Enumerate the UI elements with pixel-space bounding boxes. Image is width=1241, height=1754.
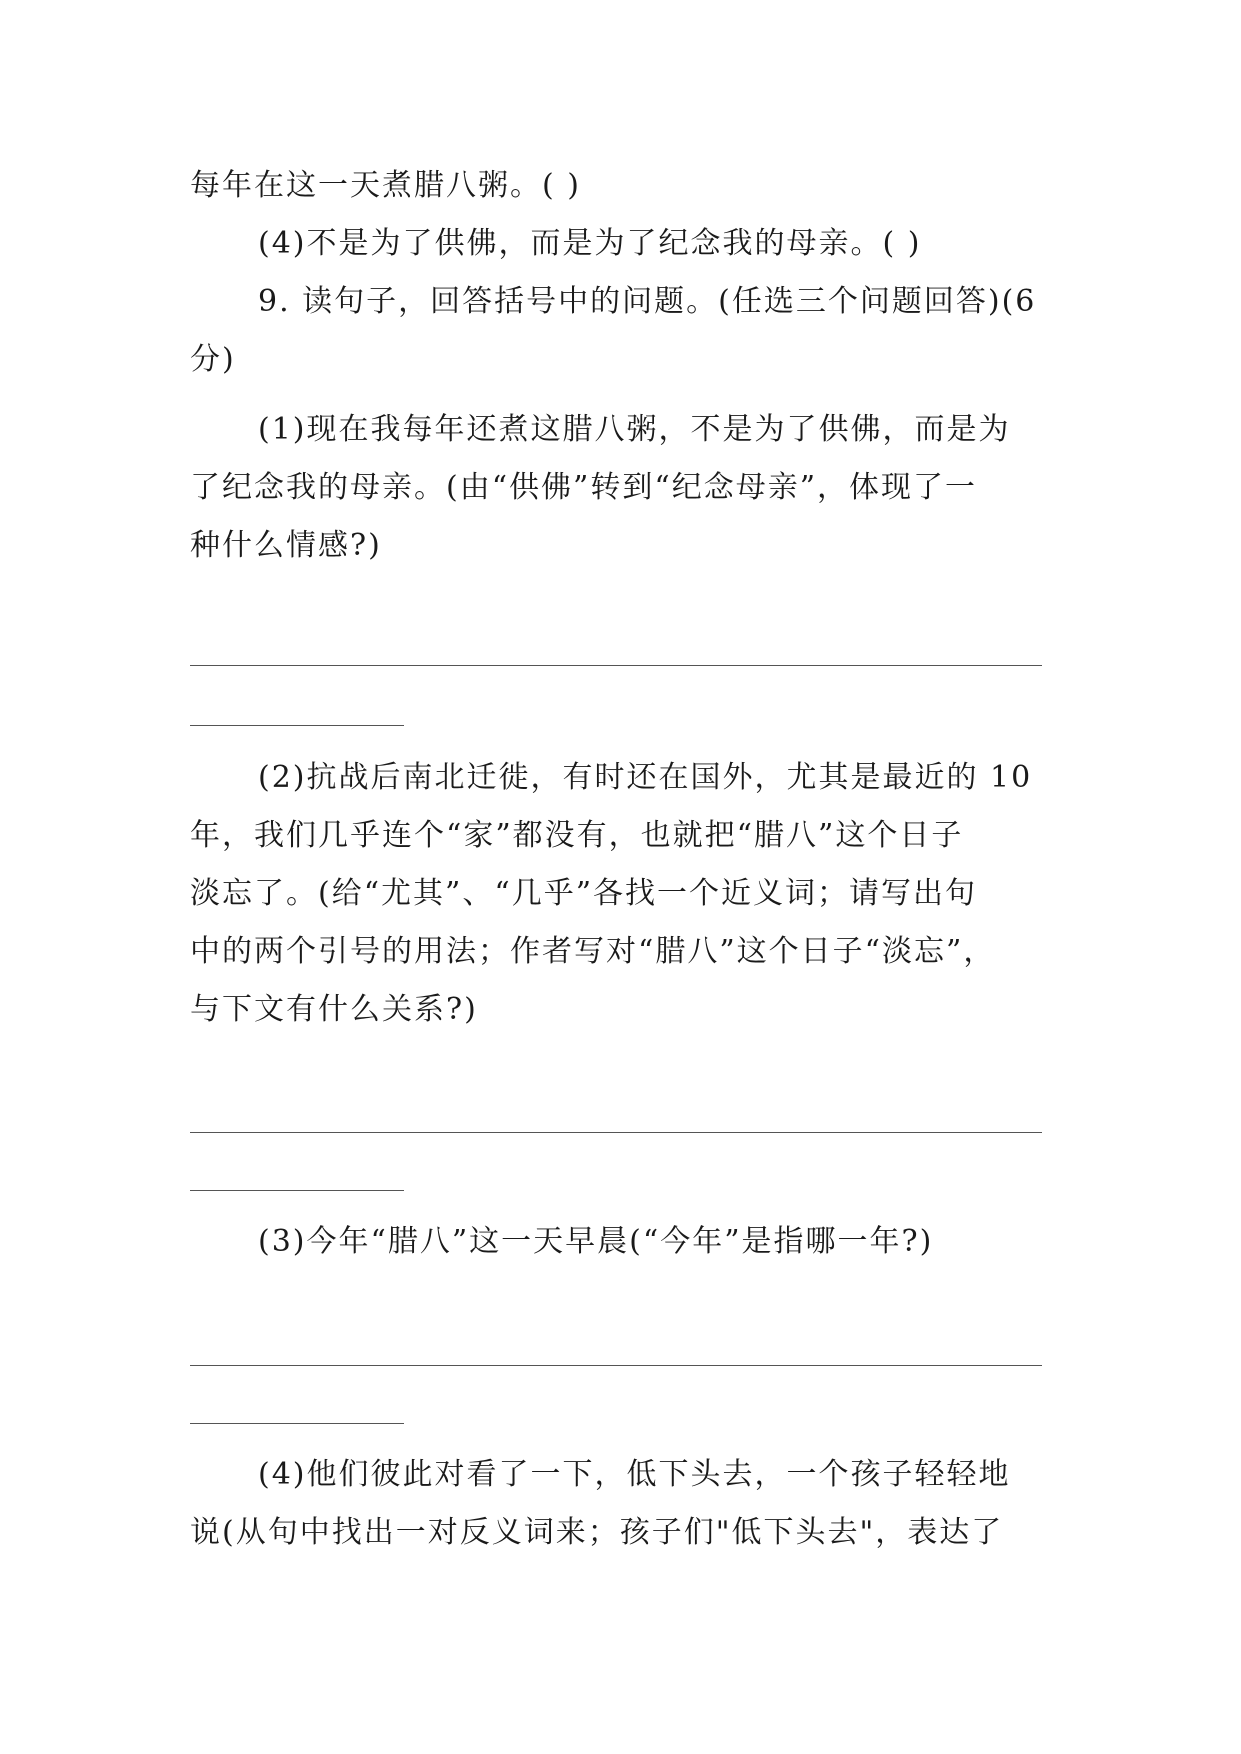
- text-line: 种什么情感?): [190, 528, 382, 563]
- text-line: 分): [190, 342, 236, 377]
- text-line: 年，我们几乎连个“家”都没有，也就把“腊八”这个日子: [190, 818, 964, 853]
- answer-line: [190, 1365, 1042, 1366]
- answer-line: [190, 1190, 404, 1191]
- answer-line: [190, 1132, 1042, 1133]
- question-9-item-1: (1)现在我每年还煮这腊八粥，不是为了供佛，而是为: [258, 412, 1011, 447]
- question-9-item-3: (3)今年“腊八”这一天早晨(“今年”是指哪一年?): [258, 1224, 934, 1259]
- answer-line: [190, 725, 404, 726]
- answer-line: [190, 665, 1042, 666]
- text-line: 中的两个引号的用法；作者写对“腊八”这个日子“淡忘”，: [190, 934, 996, 969]
- question-8-item-4: (4)不是为了供佛，而是为了纪念我的母亲。( ): [258, 226, 922, 261]
- question-9-item-4: (4)他们彼此对看了一下，低下头去，一个孩子轻轻地: [258, 1457, 1011, 1492]
- question-9-item-2: (2)抗战后南北迁徙，有时还在国外，尤其是最近的 10: [258, 760, 1033, 795]
- text-line: 淡忘了。(给“尤其”、“几乎”各找一个近义词；请写出句: [190, 876, 978, 911]
- text-line: 说(从句中找出一对反义词来；孩子们"低下头去"，表达了: [190, 1515, 1004, 1550]
- answer-line: [190, 1423, 404, 1424]
- text-line: 了纪念我的母亲。(由“供佛”转到“纪念母亲”，体现了一: [190, 470, 978, 505]
- text-line: 每年在这一天煮腊八粥。( ): [190, 168, 581, 203]
- text-line: 与下文有什么关系?): [190, 992, 478, 1027]
- question-9-heading: 9. 读句子，回答括号中的问题。(任选三个问题回答)(6: [258, 284, 1037, 319]
